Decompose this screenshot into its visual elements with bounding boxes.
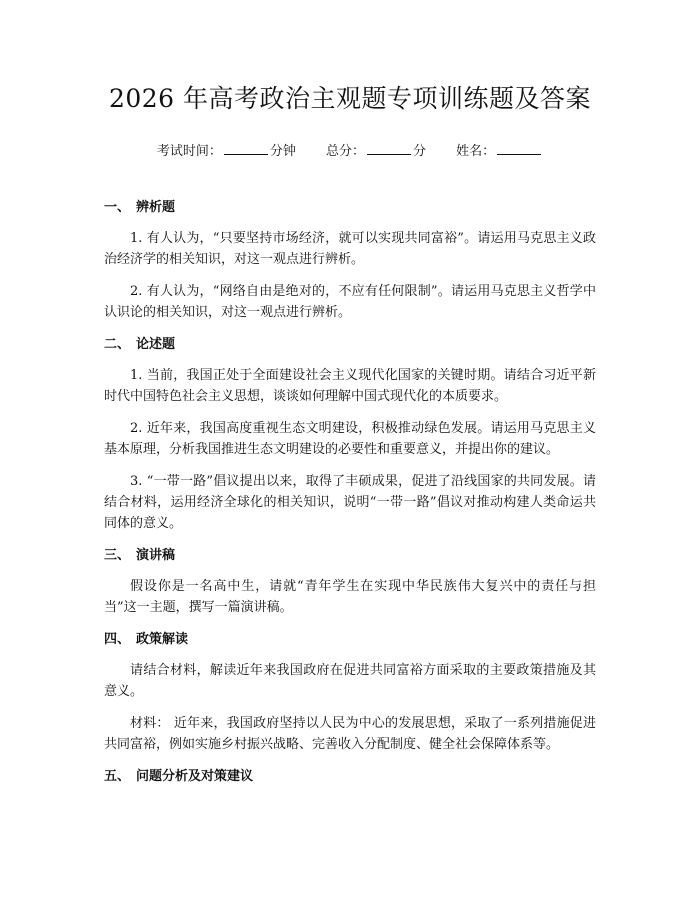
total-score-field	[326, 144, 426, 159]
exam-info-line	[104, 142, 596, 162]
name-field	[456, 144, 543, 159]
section-title: 政策解读	[136, 632, 189, 647]
section-heading	[104, 767, 596, 787]
section-heading	[104, 198, 596, 218]
section-number: 三、	[104, 548, 131, 563]
total-score-label: 总分：	[325, 144, 365, 159]
exam-time-unit: 分钟	[269, 144, 296, 159]
name-blank	[497, 143, 541, 155]
section-number: 五、	[104, 769, 131, 784]
exam-time-field	[157, 144, 296, 159]
section	[104, 546, 596, 618]
section-title: 问题分析及对策建议	[136, 769, 254, 784]
total-score-blank	[367, 143, 411, 155]
section	[104, 630, 596, 755]
section-heading	[104, 335, 596, 355]
section-title: 演讲稿	[136, 548, 176, 563]
section-heading	[104, 630, 596, 650]
question-paragraph: 2. 近年来，我国高度重视生态文明建设，积极推动绿色发展。请运用马克思主义基本原理，分析我国推进生态文明建设的必要性和重要意义，并提出你的建议。	[104, 421, 596, 457]
page-title: 2026 年高考政治主观题专项训练题及答案	[108, 84, 592, 113]
section-title: 论述题	[136, 337, 176, 352]
section-number: 一、	[104, 200, 131, 215]
section-number: 四、	[104, 632, 131, 647]
question-paragraph: 材料： 近年来，我国政府坚持以人民为中心的发展思想，采取了一系列措施促进共同富裕，例如实施乡村振兴战略、完善收入分配制度、健全社会保障体系等。	[104, 716, 596, 752]
total-score-unit: 分	[413, 144, 427, 159]
section	[104, 198, 596, 323]
question-paragraph: 3. “一带一路”倡议提出以来，取得了丰硕成果，促进了沿线国家的共同发展。请结合材料，运用经济全球化的相关知识，说明“一带一路”倡议对推动构建人类命运共同体的意义。	[104, 474, 597, 531]
question-sections	[104, 198, 596, 787]
question-paragraph: 1. 有人认为，“只要坚持市场经济，就可以实现共同富裕”。请运用马克思主义政治经济学的相关知识，对这一观点进行辨析。	[104, 231, 596, 267]
exam-time-blank	[224, 143, 268, 155]
question-paragraph: 假设你是一名高中生，请就“青年学生在实现中华民族伟大复兴中的责任与担当”这一主题，撰写一篇演讲稿。	[104, 579, 596, 615]
section-number: 二、	[104, 337, 131, 352]
exam-time-label: 考试时间：	[156, 144, 222, 159]
section-title: 辨析题	[136, 200, 176, 215]
section-heading	[104, 546, 596, 566]
question-paragraph: 请结合材料，解读近年来我国政府在促进共同富裕方面采取的主要政策措施及其意义。	[104, 663, 596, 699]
name-label: 姓名：	[456, 144, 496, 159]
question-paragraph: 2. 有人认为，“网络自由是绝对的，不应有任何限制”。请运用马克思主义哲学中认识论的相关知识，对这一观点进行辨析。	[104, 284, 596, 320]
question-paragraph: 1. 当前，我国正处于全面建设社会主义现代化国家的关键时期。请结合习近平新时代中国特色社会主义思想，谈谈如何理解中国式现代化的本质要求。	[104, 368, 596, 404]
section	[104, 335, 596, 534]
section	[104, 767, 596, 787]
